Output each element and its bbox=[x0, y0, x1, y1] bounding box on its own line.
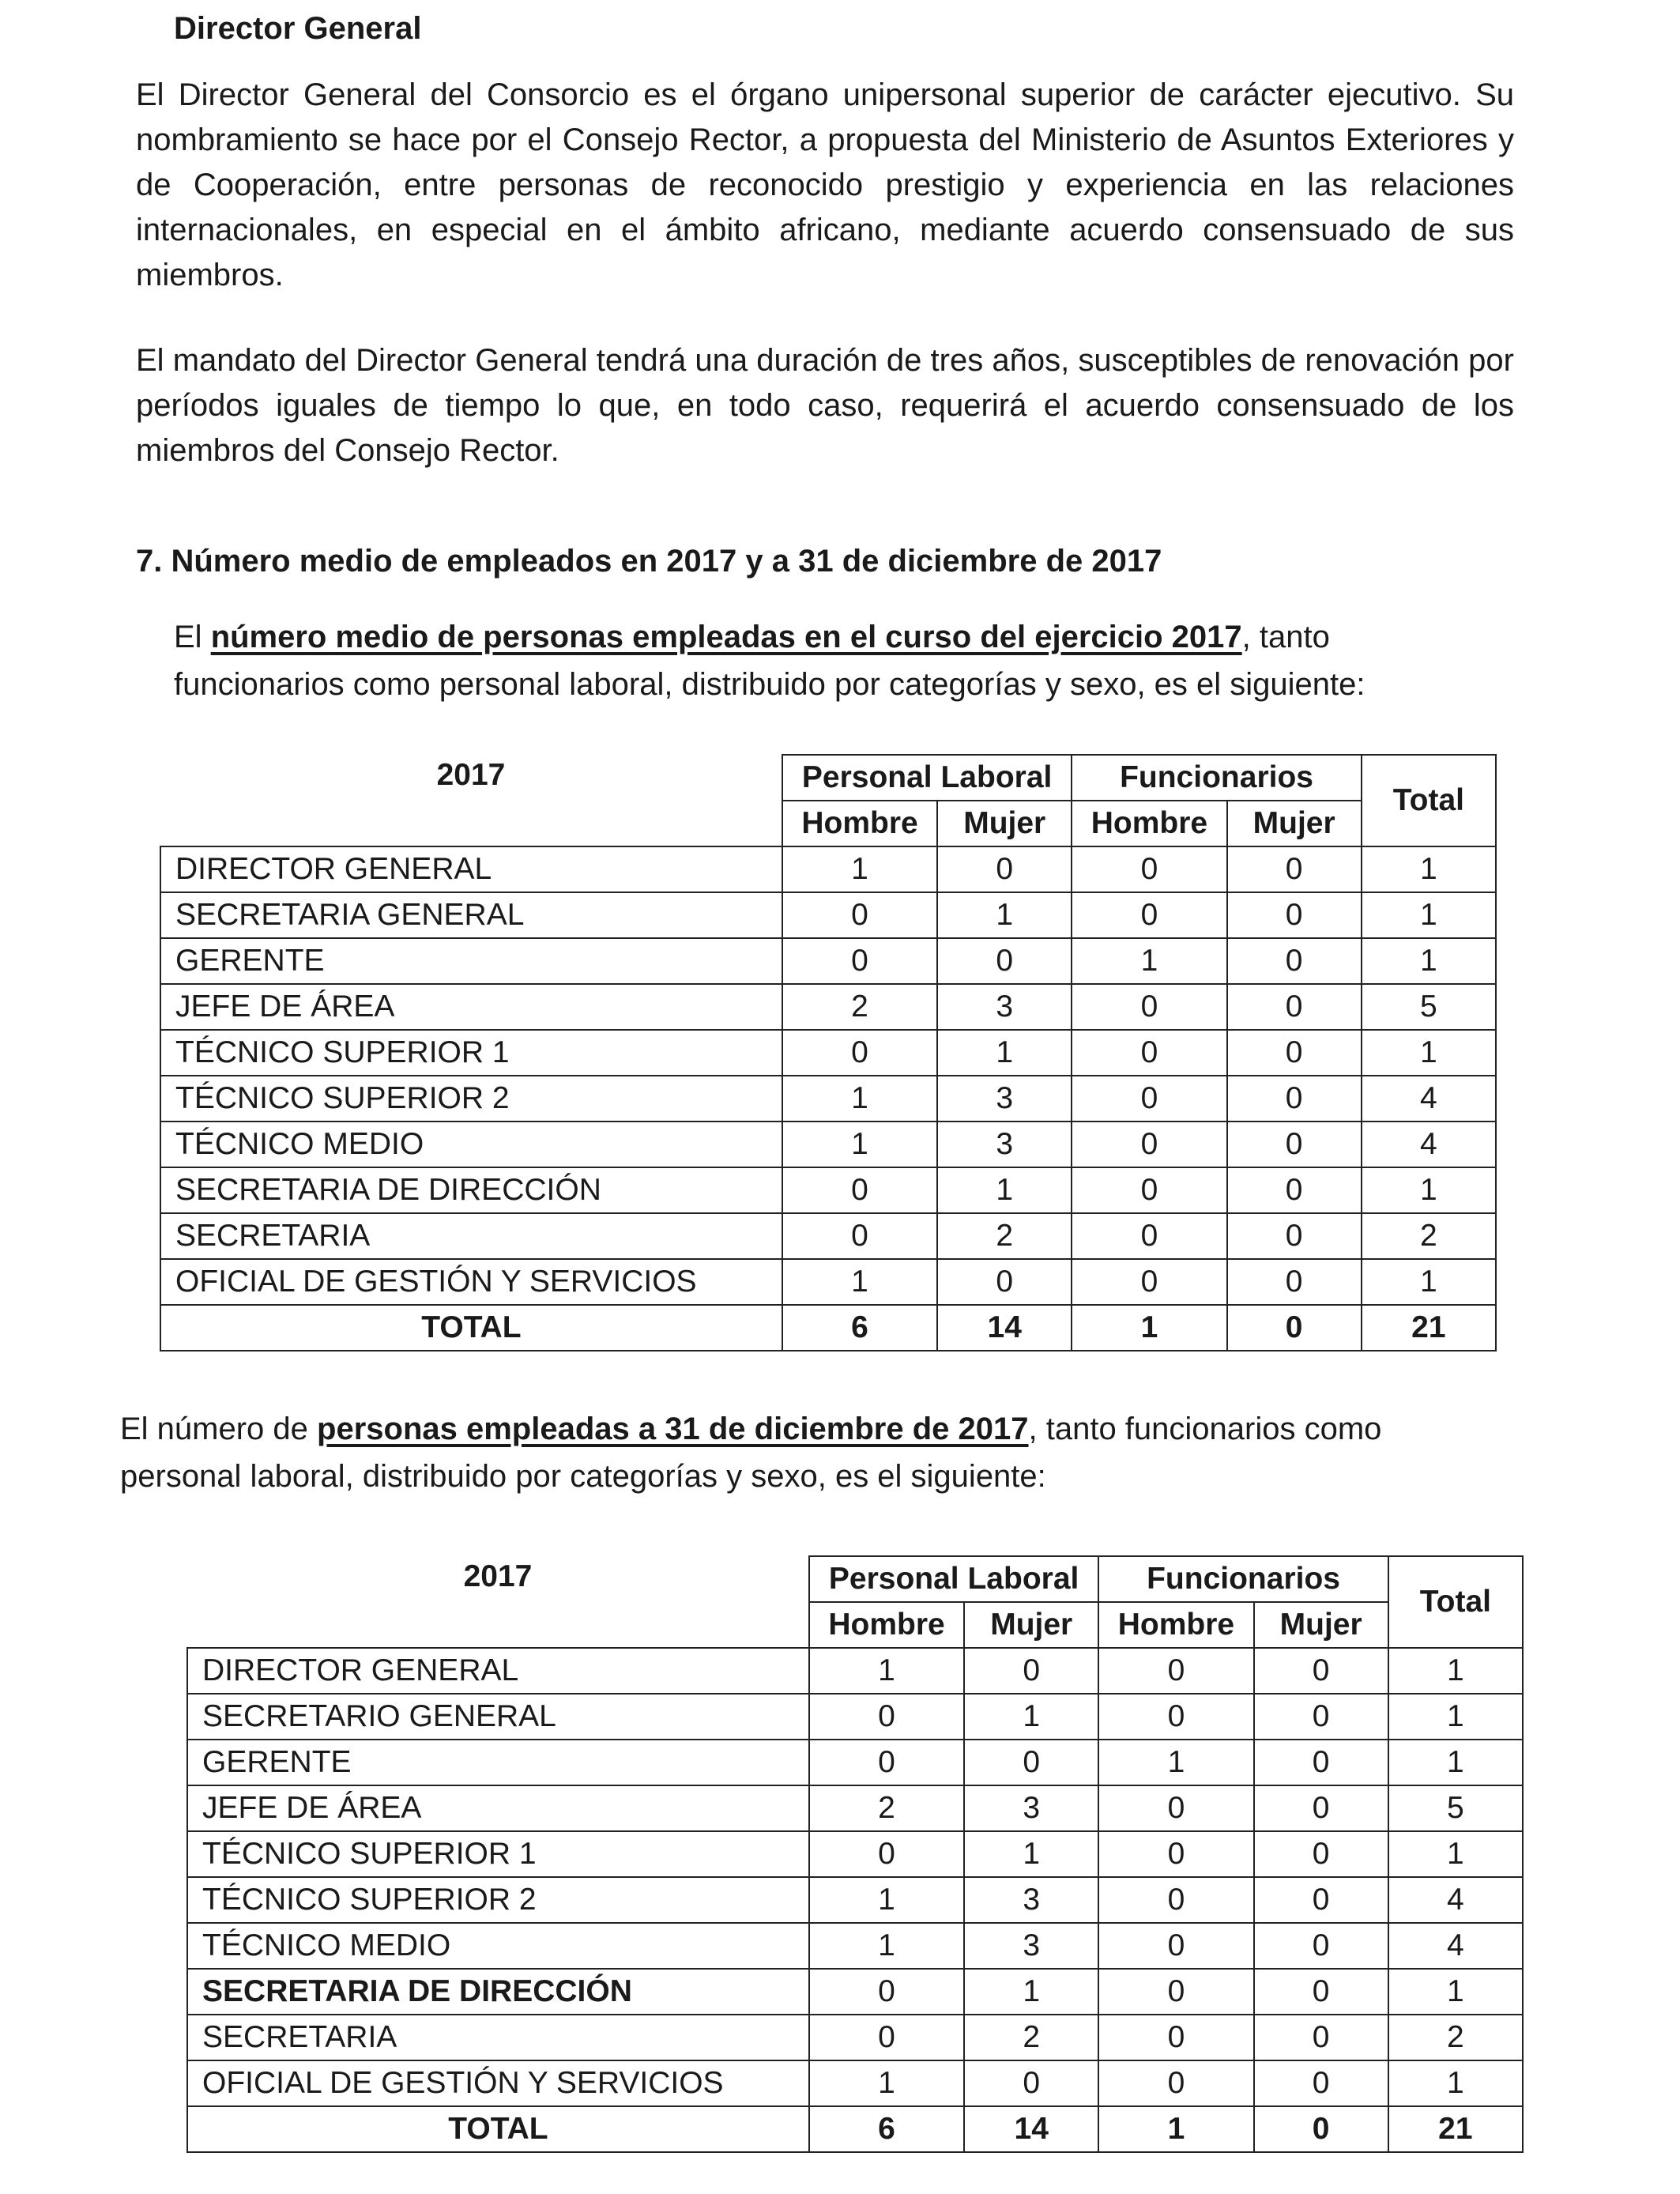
intro-text-post: , tanto funcionarios como personal laboral, distribuido por categorías y sexo, es el siguiente: bbox=[174, 620, 1365, 702]
header-mujer: Mujer bbox=[937, 801, 1072, 846]
value-funcionarios-hombre: 0 bbox=[1072, 984, 1226, 1030]
subheading-director-general: Director General bbox=[174, 11, 422, 46]
paragraph-director-role: El Director General del Consorcio es el órgano unipersonal superior de carácter ejecutivo. Su nombramiento se hace por el Consejo Rector, a propuesta del Ministerio de Asuntos Exteriores y de Cooperación, entre personas de reconocido prestigio y experiencia en las relaciones internacionales, en especial en el ámbito africano, mediante acuerdo consensuado de sus miembros. bbox=[136, 77, 1514, 292]
table-row bbox=[160, 1259, 1496, 1305]
value-laboral-hombre: 6 bbox=[782, 1305, 937, 1351]
value-laboral-mujer: 0 bbox=[964, 1648, 1098, 1694]
value-funcionarios-hombre: 0 bbox=[1098, 1923, 1253, 1969]
value-total: 5 bbox=[1388, 1785, 1523, 1831]
category-cell: DIRECTOR GENERAL bbox=[160, 846, 782, 892]
value-funcionarios-mujer: 0 bbox=[1227, 1167, 1362, 1213]
table-row bbox=[187, 1969, 1523, 2015]
category-cell: JEFE DE ÁREA bbox=[160, 984, 782, 1030]
header-personal-laboral: Personal Laboral bbox=[809, 1556, 1098, 1602]
header-hombre: Hombre bbox=[1098, 1602, 1253, 1648]
value-funcionarios-hombre: 0 bbox=[1072, 1122, 1226, 1167]
value-laboral-mujer: 1 bbox=[937, 1167, 1072, 1213]
value-total: 1 bbox=[1362, 1030, 1496, 1076]
header-hombre: Hombre bbox=[782, 801, 937, 846]
value-laboral-hombre: 0 bbox=[809, 2015, 964, 2060]
total-row bbox=[187, 2106, 1523, 2152]
value-funcionarios-hombre: 0 bbox=[1072, 892, 1226, 938]
value-laboral-hombre: 0 bbox=[782, 892, 937, 938]
value-funcionarios-mujer: 0 bbox=[1254, 1969, 1388, 2015]
value-total: 1 bbox=[1388, 1740, 1523, 1785]
value-laboral-mujer: 1 bbox=[964, 1694, 1098, 1740]
value-laboral-hombre: 2 bbox=[809, 1785, 964, 1831]
value-funcionarios-mujer: 0 bbox=[1254, 1694, 1388, 1740]
value-funcionarios-mujer: 0 bbox=[1227, 1122, 1362, 1167]
value-laboral-hombre: 2 bbox=[782, 984, 937, 1030]
table-row bbox=[160, 1030, 1496, 1076]
value-laboral-hombre: 0 bbox=[782, 1213, 937, 1259]
value-laboral-hombre: 1 bbox=[782, 1076, 937, 1122]
category-cell: OFICIAL DE GESTIÓN Y SERVICIOS bbox=[187, 2060, 809, 2106]
value-total: 1 bbox=[1362, 1259, 1496, 1305]
table-row bbox=[160, 984, 1496, 1030]
value-total: 1 bbox=[1362, 846, 1496, 892]
table-row bbox=[187, 1694, 1523, 1740]
value-total: 1 bbox=[1388, 2060, 1523, 2106]
category-cell: DIRECTOR GENERAL bbox=[187, 1648, 809, 1694]
intro-text-post: , tanto funcionarios como personal laboral, distribuido por categorías y sexo, es el siguiente: bbox=[120, 1412, 1382, 1494]
value-funcionarios-hombre: 0 bbox=[1098, 1648, 1253, 1694]
table-row bbox=[160, 1076, 1496, 1122]
value-laboral-hombre: 1 bbox=[809, 2060, 964, 2106]
value-laboral-hombre: 1 bbox=[809, 1648, 964, 1694]
value-laboral-hombre: 6 bbox=[809, 2106, 964, 2152]
intro-text-emphasis: número medio de personas empleadas en el curso del ejercicio 2017 bbox=[210, 620, 1242, 654]
category-cell: SECRETARIA GENERAL bbox=[160, 892, 782, 938]
value-laboral-hombre: 0 bbox=[809, 1694, 964, 1740]
category-cell: TÉCNICO SUPERIOR 1 bbox=[160, 1030, 782, 1076]
category-cell: SECRETARIA bbox=[160, 1213, 782, 1259]
header-total: Total bbox=[1388, 1556, 1523, 1648]
value-laboral-mujer: 1 bbox=[964, 1969, 1098, 2015]
value-laboral-hombre: 0 bbox=[782, 1167, 937, 1213]
value-funcionarios-hombre: 0 bbox=[1072, 1076, 1226, 1122]
value-laboral-mujer: 3 bbox=[937, 984, 1072, 1030]
intro-text-emphasis: personas empleadas a 31 de diciembre de 2017 bbox=[317, 1412, 1029, 1446]
category-cell: TÉCNICO SUPERIOR 2 bbox=[187, 1877, 809, 1923]
header-personal-laboral: Personal Laboral bbox=[782, 755, 1072, 801]
table-row bbox=[187, 1877, 1523, 1923]
table-row bbox=[187, 1785, 1523, 1831]
value-laboral-mujer: 2 bbox=[937, 1213, 1072, 1259]
value-funcionarios-hombre: 0 bbox=[1072, 1213, 1226, 1259]
value-funcionarios-mujer: 0 bbox=[1227, 984, 1362, 1030]
value-funcionarios-hombre: 1 bbox=[1072, 1305, 1226, 1351]
category-cell: TÉCNICO SUPERIOR 2 bbox=[160, 1076, 782, 1122]
value-laboral-hombre: 0 bbox=[782, 938, 937, 984]
intro-text-pre: El número de bbox=[120, 1412, 318, 1446]
value-total: 21 bbox=[1362, 1305, 1496, 1351]
category-cell: TÉCNICO MEDIO bbox=[160, 1122, 782, 1167]
value-funcionarios-hombre: 0 bbox=[1072, 846, 1226, 892]
table-row bbox=[187, 1923, 1523, 1969]
paragraph-director-mandate: El mandato del Director General tendrá una duración de tres años, susceptibles de renovación por períodos iguales de tiempo lo que, en todo caso, requerirá el acuerdo consensuado de los miembros del Consejo Rector. bbox=[136, 343, 1514, 468]
table-row bbox=[187, 1831, 1523, 1877]
value-funcionarios-hombre: 0 bbox=[1098, 1969, 1253, 2015]
value-laboral-mujer: 3 bbox=[937, 1076, 1072, 1122]
value-laboral-mujer: 1 bbox=[964, 1831, 1098, 1877]
table-row bbox=[160, 1122, 1496, 1167]
value-laboral-hombre: 0 bbox=[809, 1969, 964, 2015]
value-funcionarios-mujer: 0 bbox=[1227, 1305, 1362, 1351]
employees-year-end-table bbox=[186, 1555, 1524, 2153]
value-laboral-mujer: 0 bbox=[964, 1740, 1098, 1785]
value-funcionarios-mujer: 0 bbox=[1254, 1877, 1388, 1923]
value-funcionarios-hombre: 0 bbox=[1098, 2060, 1253, 2106]
value-laboral-hombre: 0 bbox=[782, 1030, 937, 1076]
value-laboral-hombre: 1 bbox=[782, 1122, 937, 1167]
category-cell: TOTAL bbox=[187, 2106, 809, 2152]
value-laboral-mujer: 3 bbox=[964, 1877, 1098, 1923]
value-funcionarios-mujer: 0 bbox=[1227, 846, 1362, 892]
value-laboral-mujer: 3 bbox=[964, 1785, 1098, 1831]
value-funcionarios-hombre: 0 bbox=[1098, 1877, 1253, 1923]
category-cell: TOTAL bbox=[160, 1305, 782, 1351]
value-laboral-hombre: 1 bbox=[809, 1923, 964, 1969]
value-funcionarios-mujer: 0 bbox=[1254, 1648, 1388, 1694]
header-total: Total bbox=[1362, 755, 1496, 846]
category-cell: OFICIAL DE GESTIÓN Y SERVICIOS bbox=[160, 1259, 782, 1305]
value-funcionarios-mujer: 0 bbox=[1254, 2015, 1388, 2060]
value-total: 5 bbox=[1362, 984, 1496, 1030]
table-row bbox=[160, 1167, 1496, 1213]
category-cell: GERENTE bbox=[187, 1740, 809, 1785]
category-cell: JEFE DE ÁREA bbox=[187, 1785, 809, 1831]
category-cell: TÉCNICO MEDIO bbox=[187, 1923, 809, 1969]
value-laboral-hombre: 1 bbox=[782, 1259, 937, 1305]
value-funcionarios-hombre: 0 bbox=[1098, 2015, 1253, 2060]
value-laboral-mujer: 3 bbox=[937, 1122, 1072, 1167]
header-mujer: Mujer bbox=[1254, 1602, 1388, 1648]
value-laboral-mujer: 14 bbox=[964, 2106, 1098, 2152]
value-funcionarios-mujer: 0 bbox=[1227, 1213, 1362, 1259]
header-hombre: Hombre bbox=[809, 1602, 964, 1648]
value-total: 4 bbox=[1388, 1877, 1523, 1923]
category-cell: SECRETARIO GENERAL bbox=[187, 1694, 809, 1740]
value-funcionarios-mujer: 0 bbox=[1227, 1076, 1362, 1122]
value-laboral-hombre: 0 bbox=[809, 1831, 964, 1877]
header-year: 2017 bbox=[160, 755, 782, 846]
table-row bbox=[160, 938, 1496, 984]
value-funcionarios-mujer: 0 bbox=[1227, 892, 1362, 938]
value-laboral-hombre: 1 bbox=[809, 1877, 964, 1923]
table-row bbox=[187, 1648, 1523, 1694]
value-total: 1 bbox=[1388, 1969, 1523, 2015]
value-total: 4 bbox=[1362, 1076, 1496, 1122]
value-total: 1 bbox=[1362, 938, 1496, 984]
value-laboral-mujer: 0 bbox=[937, 846, 1072, 892]
table-row bbox=[160, 846, 1496, 892]
category-cell: SECRETARIA bbox=[187, 2015, 809, 2060]
category-cell: SECRETARIA DE DIRECCIÓN bbox=[187, 1969, 809, 2015]
value-total: 1 bbox=[1388, 1648, 1523, 1694]
category-cell: SECRETARIA DE DIRECCIÓN bbox=[160, 1167, 782, 1213]
value-funcionarios-hombre: 0 bbox=[1072, 1167, 1226, 1213]
value-laboral-mujer: 2 bbox=[964, 2015, 1098, 2060]
value-laboral-mujer: 1 bbox=[937, 892, 1072, 938]
header-mujer: Mujer bbox=[1227, 801, 1362, 846]
value-laboral-mujer: 0 bbox=[937, 938, 1072, 984]
section-heading-7: 7. Número medio de empleados en 2017 y a 31 de diciembre de 2017 bbox=[136, 544, 1162, 579]
value-funcionarios-hombre: 0 bbox=[1098, 1831, 1253, 1877]
value-funcionarios-mujer: 0 bbox=[1227, 938, 1362, 984]
value-laboral-hombre: 1 bbox=[782, 846, 937, 892]
value-funcionarios-mujer: 0 bbox=[1254, 1740, 1388, 1785]
category-cell: GERENTE bbox=[160, 938, 782, 984]
value-funcionarios-hombre: 0 bbox=[1098, 1785, 1253, 1831]
table-row bbox=[160, 892, 1496, 938]
value-funcionarios-mujer: 0 bbox=[1254, 1923, 1388, 1969]
table-row bbox=[187, 2015, 1523, 2060]
value-laboral-mujer: 3 bbox=[964, 1923, 1098, 1969]
value-total: 1 bbox=[1362, 892, 1496, 938]
value-funcionarios-mujer: 0 bbox=[1254, 2106, 1388, 2152]
total-row bbox=[160, 1305, 1496, 1351]
value-funcionarios-mujer: 0 bbox=[1254, 1785, 1388, 1831]
value-funcionarios-mujer: 0 bbox=[1254, 1831, 1388, 1877]
value-total: 2 bbox=[1388, 2015, 1523, 2060]
value-funcionarios-hombre: 1 bbox=[1098, 2106, 1253, 2152]
value-funcionarios-mujer: 0 bbox=[1227, 1030, 1362, 1076]
header-year: 2017 bbox=[187, 1556, 809, 1648]
value-funcionarios-mujer: 0 bbox=[1227, 1259, 1362, 1305]
value-funcionarios-hombre: 1 bbox=[1098, 1740, 1253, 1785]
value-total: 21 bbox=[1388, 2106, 1523, 2152]
value-total: 2 bbox=[1362, 1213, 1496, 1259]
header-funcionarios: Funcionarios bbox=[1098, 1556, 1388, 1602]
table-row bbox=[187, 2060, 1523, 2106]
category-cell: TÉCNICO SUPERIOR 1 bbox=[187, 1831, 809, 1877]
value-total: 1 bbox=[1388, 1831, 1523, 1877]
value-funcionarios-hombre: 0 bbox=[1098, 1694, 1253, 1740]
value-total: 4 bbox=[1388, 1923, 1523, 1969]
value-total: 4 bbox=[1362, 1122, 1496, 1167]
table2-intro bbox=[120, 1405, 1479, 1500]
value-laboral-hombre: 0 bbox=[809, 1740, 964, 1785]
value-laboral-mujer: 0 bbox=[964, 2060, 1098, 2106]
value-laboral-mujer: 0 bbox=[937, 1259, 1072, 1305]
employees-average-table bbox=[160, 754, 1497, 1351]
value-laboral-mujer: 1 bbox=[937, 1030, 1072, 1076]
value-funcionarios-hombre: 0 bbox=[1072, 1030, 1226, 1076]
table-row bbox=[187, 1740, 1523, 1785]
header-funcionarios: Funcionarios bbox=[1072, 755, 1361, 801]
value-funcionarios-mujer: 0 bbox=[1254, 2060, 1388, 2106]
header-mujer: Mujer bbox=[964, 1602, 1098, 1648]
header-hombre: Hombre bbox=[1072, 801, 1226, 846]
value-total: 1 bbox=[1388, 1694, 1523, 1740]
value-funcionarios-hombre: 0 bbox=[1072, 1259, 1226, 1305]
table-row bbox=[160, 1213, 1496, 1259]
value-laboral-mujer: 14 bbox=[937, 1305, 1072, 1351]
value-total: 1 bbox=[1362, 1167, 1496, 1213]
value-funcionarios-hombre: 1 bbox=[1072, 938, 1226, 984]
intro-text-pre: El bbox=[174, 620, 211, 654]
table1-intro bbox=[174, 613, 1454, 708]
